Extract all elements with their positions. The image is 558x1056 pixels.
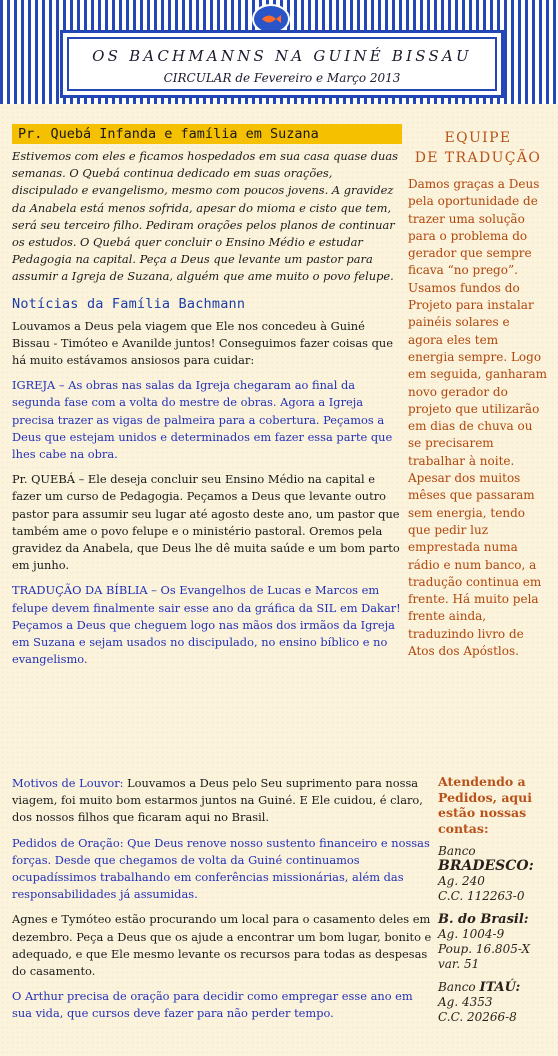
newsletter-title: OS BACHMANNS NA GUINÉ BISSAU <box>92 47 472 65</box>
bradesco-agency: Ag. 240 <box>438 874 485 888</box>
bradesco-name: BRADESCO: <box>438 858 534 874</box>
itau-line <box>438 980 550 995</box>
section-heading-family-news: Notícias da Família Bachmann <box>12 295 246 312</box>
bradesco-prefix: Banco <box>438 844 476 858</box>
arthur-paragraph: O Arthur precisa de oração para decidir como empregar esse ano em sua vida, que cursos deve fazer para não perder tempo. <box>12 989 413 1021</box>
bank-accounts <box>438 774 550 1025</box>
itau-account: C.C. 20266-8 <box>438 1010 517 1024</box>
itau-name: ITAÚ: <box>479 980 521 995</box>
bradesco-account: C.C. 112263-0 <box>438 889 525 903</box>
itau-prefix: Banco <box>438 980 476 994</box>
main-column <box>12 124 402 676</box>
louvor-paragraph <box>12 775 432 827</box>
news-item-queba: Pr. QUEBÁ – Ele deseja concluir seu Ensino Médio na capital e fazer um curso de Pedagogia. Peçamos a Deus que levante outro pastor para assumir seu lugar até agosto deste ano, um pastor que também ame o povo felupe e o ministério pastoral. Oremos pela gravidez da Anabela, que Deus lhe dê muita saúde e um bom parto em junho. <box>12 472 400 573</box>
bank-bb <box>438 912 550 972</box>
news-item-traducao: TRADUÇÃO DA BÍBLIA – Os Evangelhos de Lucas e Marcos em felupe devem finalmente sair esse ano da gráfica da SIL em Dakar! Peçamos a Deus que cheguem logo nas mãos dos irmãos da Igreja em Suzana e sejam usados no discipulado, no ensino bíblico e no evangelismo. <box>12 583 401 667</box>
oracao-text: Que Deus renove nosso sustento financeiro e nossas forças. Desde que chegamos de volta da Guiné continuamos ocupadíssimos trabalhando em conferências missionárias, além das responsabilidades já assumidas. <box>12 835 430 902</box>
bank-bradesco <box>438 844 550 904</box>
sidebar-title-line2: DE TRADUÇÃO <box>414 150 542 166</box>
casamento-paragraph: Agnes e Tymóteo estão procurando um local para o casamento deles em dezembro. Peça a Deus que os ajude a encontrar um bom lugar, bonito e adequado, e que Ele mesmo levante os recursos para todas as despesas do casamento. <box>12 912 432 979</box>
bb-agency: Ag. 1004-9 <box>438 927 505 941</box>
fish-icon <box>260 13 282 25</box>
bank-itau <box>438 980 550 1025</box>
bottom-section <box>12 775 432 1031</box>
bb-name: B. do Brasil: <box>438 912 529 927</box>
louvor-text: Louvamos a Deus pelo Seu suprimento para nossa viagem, foi muito bom estarmos juntos na Guiné. E Ele cuidou, é claro, dos nossos filhos que ficaram aqui no Brasil. <box>12 776 423 825</box>
sidebar-translation-team <box>408 128 548 660</box>
bb-variation: var. 51 <box>438 957 480 971</box>
header-box <box>60 30 504 98</box>
section-body-queba: Estivemos com eles e ficamos hospedados em sua casa quase duas semanas. O Quebá continua dedicado em suas orações, discipulado e evangelismo, mesmo com poucos jovens. A gravidez da Anabela está menos sofrida, apesar do mioma e cisto que tem, será seu terceiro filho. Pediram orações pelos planos de continuar os estudos. O Quebá quer concluir o Ensino Médio e estudar Pedagogia na capital. Peça a Deus que levante um pastor para assumir a Igreja de Suzana, alguém que ame muito o povo felupe. <box>12 149 399 284</box>
section-heading-queba: Pr. Quebá Infanda e família em Suzana <box>12 124 402 144</box>
sidebar-title <box>408 128 548 168</box>
sidebar-title-line1: EQUIPE <box>444 130 512 146</box>
oracao-label: Pedidos de Oração: <box>12 835 124 850</box>
oracao-paragraph <box>12 835 432 904</box>
bank-title: Atendendo a Pedidos, aqui estão nossas contas: <box>438 774 533 836</box>
family-news-intro: Louvamos a Deus pela viagem que Ele nos concedeu à Guiné Bissau - Timóteo e Avanilde juntos! Conseguimos fazer coisas que há muito estávamos ansiosos para cuidar: <box>12 318 393 368</box>
louvor-label: Motivos de Louvor: <box>12 776 124 790</box>
newsletter-subtitle: CIRCULAR de Fevereiro e Março 2013 <box>163 71 401 85</box>
sidebar-body: Damos graças a Deus pela oportunidade de trazer uma solução para o problema do gerador que sempre ficava “no prego”. Usamos fundos do Projeto para instalar painéis solares e agora eles tem energia sempre. Logo em seguida, ganharam novo gerador do projeto que utilizarão em dias de chuva ou se precisarem trabalhar à noite. Apesar dos muitos mêses que passaram sem energia, tendo que pedir luz emprestada numa rádio e num banco, a tradução continua em frente. Há muito pela frente ainda, traduzindo livro de Atos dos Apóstlos. <box>408 177 547 659</box>
news-item-igreja: IGREJA – As obras nas salas da Igreja chegaram ao final da segunda fase com a volta do mestre de obras. Agora a Igreja precisa trazer as vigas de palmeira para a cobertura. Peçamos a Deus que estejam unidos e determinados em fazer essa parte que lhes cabe na obra. <box>12 378 393 462</box>
itau-agency: Ag. 4353 <box>438 995 493 1009</box>
bb-savings: Poup. 16.805-X <box>438 942 531 956</box>
